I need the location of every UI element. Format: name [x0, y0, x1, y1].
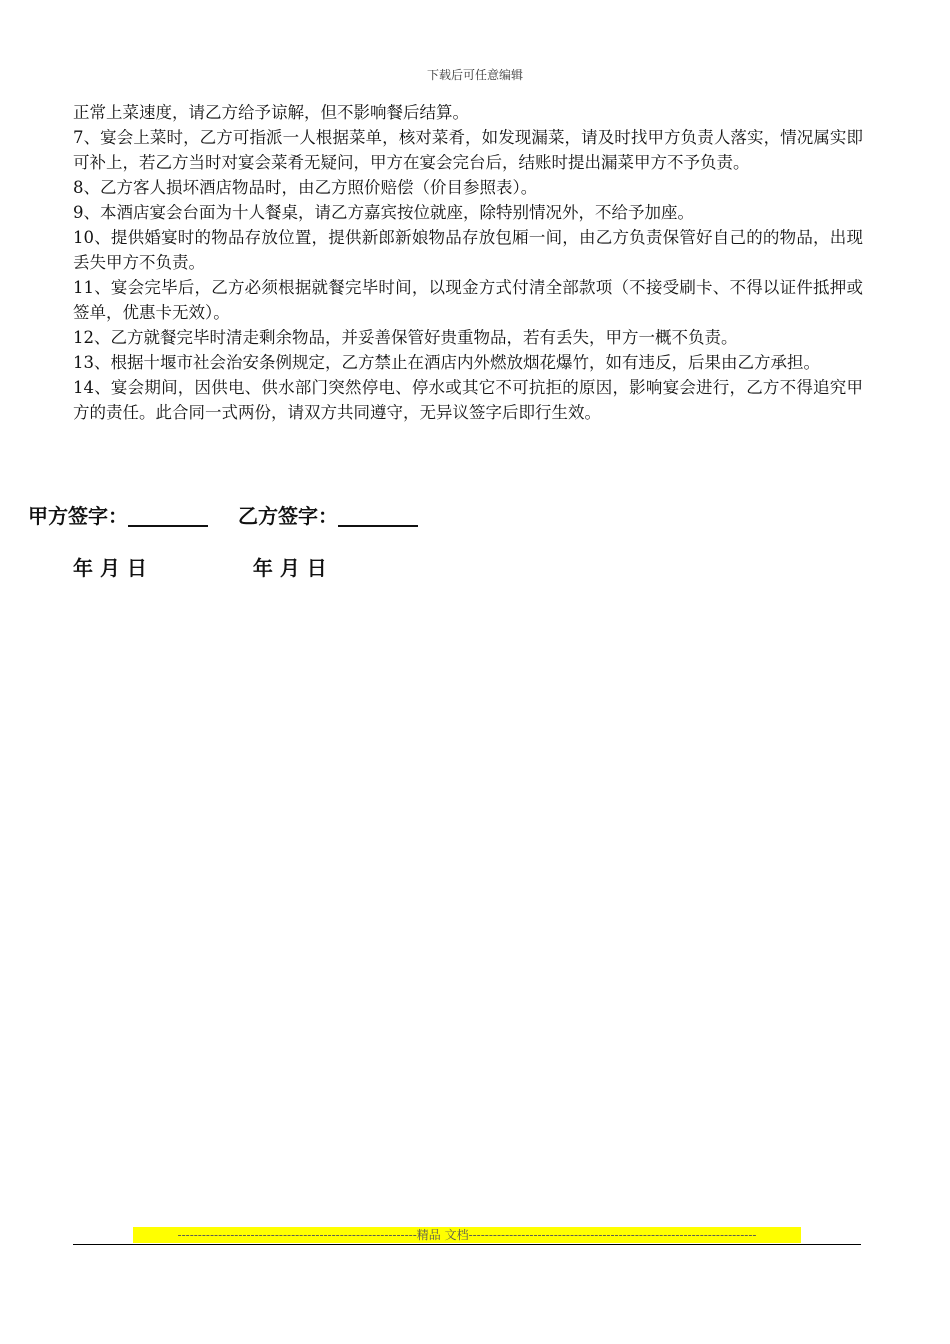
clause-11: 11、宴会完毕后，乙方必须根据就餐完毕时间，以现金方式付清全部款项（不接受刷卡、不得以证件抵押或签单，优惠卡无效）。: [73, 278, 863, 322]
party-a-signature-line[interactable]: [128, 503, 208, 527]
clause-text: 正常上菜速度，请乙方给予谅解，但不影响餐后结算。: [73, 103, 469, 122]
clause-7: 7、宴会上菜时，乙方可指派一人根据菜单，核对菜肴，如发现漏菜，请及时找甲方负责人落实，情况属实即可补上，若乙方当时对宴会菜肴无疑问，甲方在宴会完台后，结账时提出漏菜甲方不予负责。: [73, 128, 863, 172]
clause-13: 13、根据十堰市社会治安条例规定，乙方禁止在酒店内外燃放烟花爆竹，如有违反，后果由乙方承担。: [73, 353, 820, 372]
page-header: 下载后可任意编辑: [426, 68, 523, 82]
footer-divider: [73, 1244, 861, 1245]
contract-clauses: [73, 100, 863, 425]
clause-9: 9、本酒店宴会台面为十人餐桌，请乙方嘉宾按位就座，除特别情况外，不给予加座。: [73, 203, 694, 222]
clause-10: 10、提供婚宴时的物品存放位置，提供新郎新娘物品存放包厢一间，由乙方负责保管好自己的的物品，出现丢失甲方不负责。: [73, 228, 863, 272]
footer-watermark: -----------------------------------------------------------精品 文档-----------------------------------------------------------------------: [133, 1227, 801, 1243]
party-b-signature-line[interactable]: [338, 503, 418, 527]
clause-12: 12、乙方就餐完毕时清走剩余物品，并妥善保管好贵重物品，若有丢失，甲方一概不负责。: [73, 328, 738, 347]
clause-8: 8、乙方客人损坏酒店物品时，由乙方照价赔偿（价目参照表）。: [73, 178, 538, 197]
party-b-signature-label: 乙方签字：: [238, 504, 338, 528]
clause-14: 14、宴会期间，因供电、供水部门突然停电、停水或其它不可抗拒的原因，影响宴会进行，乙方不得追究甲方的责任。此合同一式两份，请双方共同遵守，无异议签字后即行生效。: [73, 378, 863, 422]
party-a-date: 年 月 日: [73, 556, 147, 580]
party-a-signature-label: 甲方签字：: [28, 504, 128, 528]
signature-row: [28, 500, 418, 529]
party-b-date: 年 月 日: [252, 556, 327, 580]
date-row: [73, 552, 327, 581]
